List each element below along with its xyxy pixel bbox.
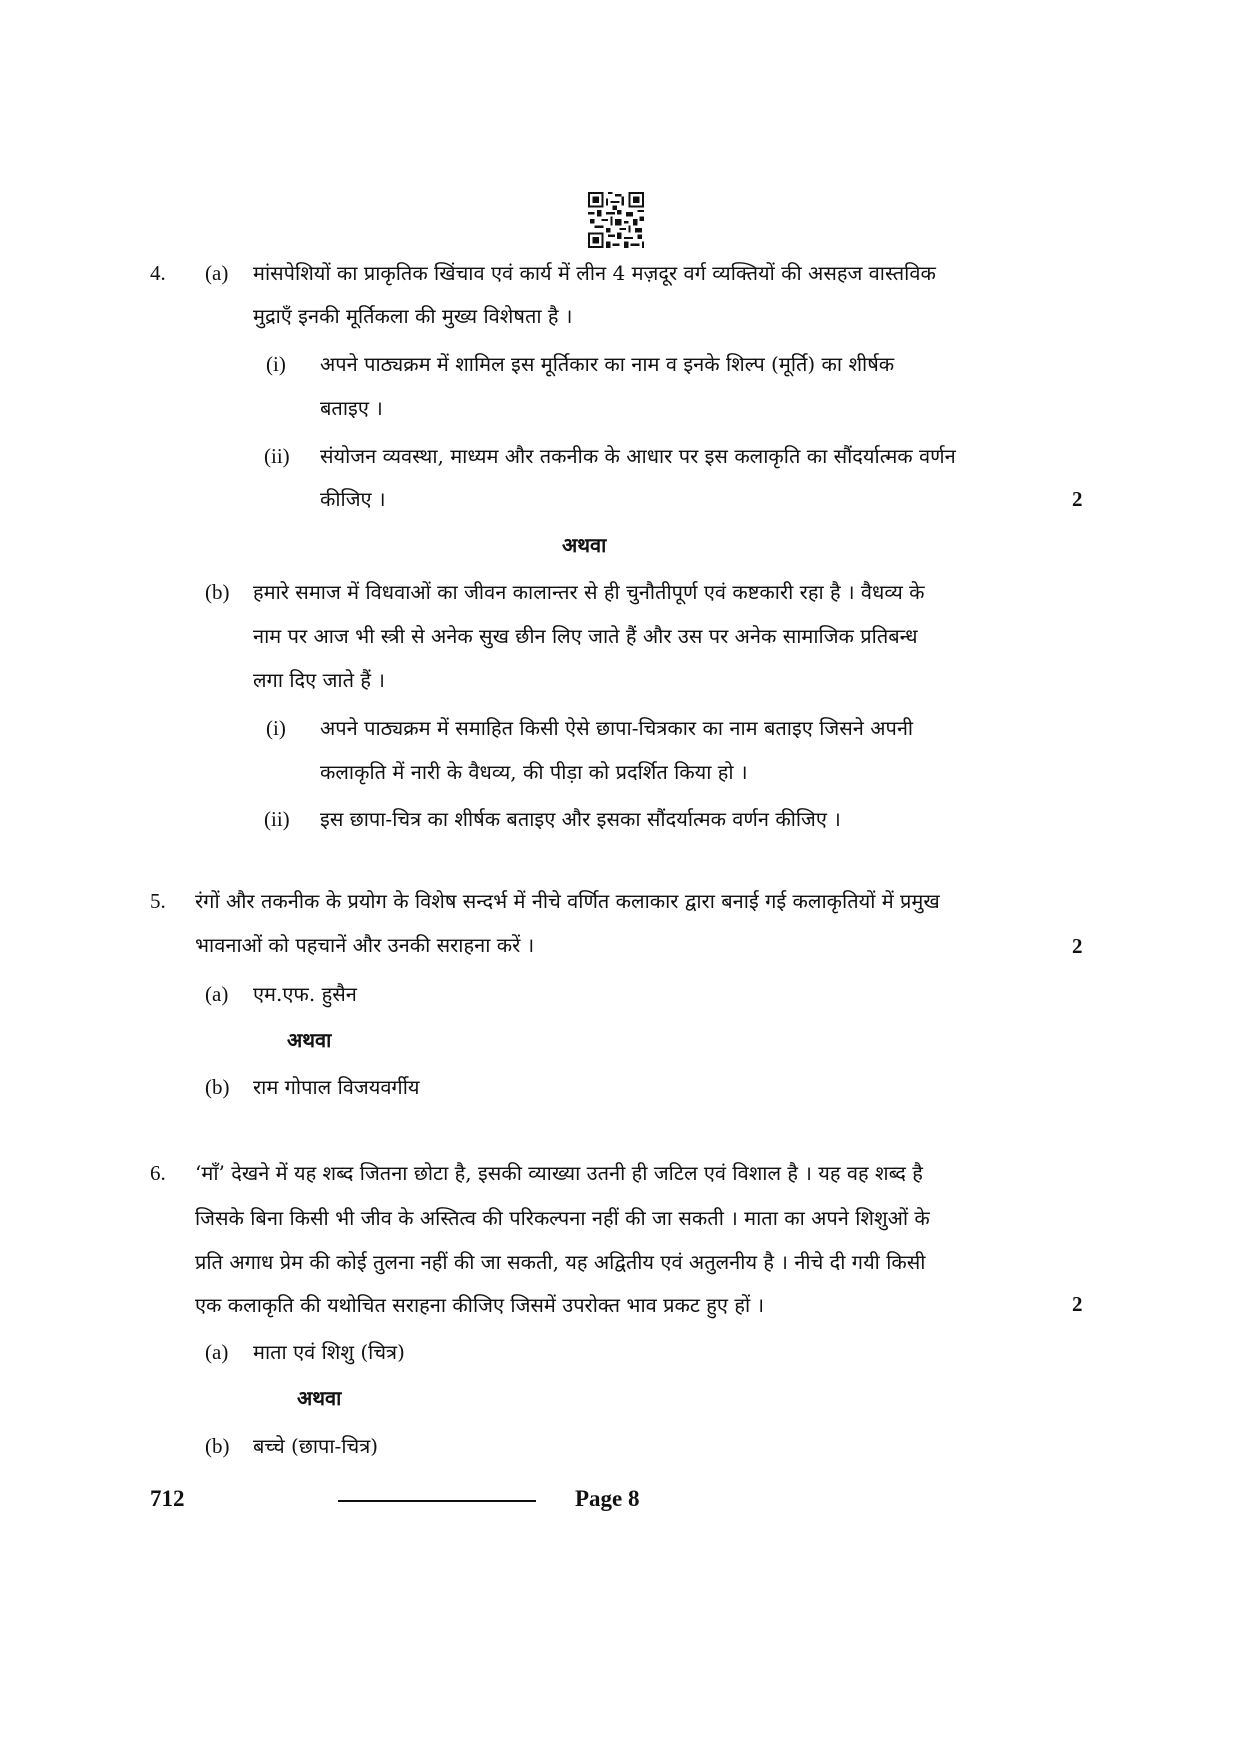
question-text-line: ‘माँ’ देखने में यह शब्द जितना छोटा है, इसकी व्याख्या उतनी ही जटिल एवं विशाल है । यह वह शब्द है	[195, 1161, 923, 1185]
marks-label: 2	[1072, 1292, 1083, 1316]
subpart-label-ii: (ii)	[264, 444, 290, 468]
or-separator: अथवा	[297, 1386, 342, 1410]
subpart-text-line: कलाकृति में नारी के वैधव्य, की पीड़ा को प्रदर्शित किया हो ।	[320, 760, 748, 784]
question-text-line: एक कलाकृति की यथोचित सराहना कीजिए जिसमें उपरोक्त भाव प्रकट हुए हों ।	[195, 1293, 765, 1317]
subpart-text-line: अपने पाठ्यक्रम में शामिल इस मूर्तिकार का नाम व इनके शिल्प (मूर्ति) का शीर्षक	[320, 352, 895, 376]
subpart-label-i: (i)	[266, 352, 286, 376]
paper-code: 712	[150, 1486, 185, 1511]
subpart-label-i: (i)	[266, 716, 286, 740]
question-text-line: मुद्राएँ इनकी मूर्तिकला की मुख्य विशेषता है ।	[253, 304, 573, 328]
question-number: 4.	[150, 261, 166, 285]
question-text-line: प्रति अगाध प्रेम की कोई तुलना नहीं की जा सकती, यह अद्वितीय एवं अतुलनीय है । नीचे दी गयी किसी	[195, 1250, 926, 1274]
option-label-b: (b)	[205, 1075, 230, 1099]
subpart-text-line: अपने पाठ्यक्रम में समाहित किसी ऐसे छापा-चित्रकार का नाम बताइए जिसने अपनी	[320, 716, 914, 740]
question-text-line: मांसपेशियों का प्राकृतिक खिंचाव एवं कार्य में लीन 4 मज़दूर वर्ग व्यक्तियों की असहज वास्तविक	[253, 261, 936, 285]
option-label-b: (b)	[205, 580, 230, 604]
question-number: 5.	[150, 889, 166, 913]
subpart-text-line: संयोजन व्यवस्था, माध्यम और तकनीक के आधार पर इस कलाकृति का सौंदर्यात्मक वर्णन	[320, 444, 956, 468]
marks-label: 2	[1072, 934, 1083, 958]
question-text-line: नाम पर आज भी स्त्री से अनेक सुख छीन लिए जाते हैं और उस पर अनेक सामाजिक प्रतिबन्ध	[253, 624, 918, 648]
subpart-text-line: कीजिए ।	[320, 487, 386, 511]
option-label-b: (b)	[205, 1434, 230, 1458]
question-text-line: हमारे समाज में विधवाओं का जीवन कालान्तर से ही चुनौतीपूर्ण एवं कष्टकारी रहा है । वैधव्य के	[253, 580, 925, 604]
subpart-label-ii: (ii)	[264, 807, 290, 831]
option-label-a: (a)	[205, 982, 229, 1006]
footer-divider	[338, 1500, 536, 1502]
subpart-text-line: इस छापा-चित्र का शीर्षक बताइए और इसका सौंदर्यात्मक वर्णन कीजिए ।	[320, 807, 841, 831]
qr-code	[588, 192, 644, 248]
question-text-line: रंगों और तकनीक के प्रयोग के विशेष सन्दर्भ में नीचे वर्णित कलाकार द्वारा बनाई गई कलाकृतियों में प्रमुख	[195, 889, 940, 913]
marks-label: 2	[1072, 487, 1083, 511]
question-text-line: लगा दिए जाते हैं ।	[253, 668, 385, 692]
option-text: माता एवं शिशु (चित्र)	[253, 1340, 405, 1364]
subpart-text-line: बताइए ।	[320, 396, 383, 420]
or-separator: अथवा	[562, 533, 607, 557]
option-text: बच्चे (छापा-चित्र)	[253, 1434, 379, 1458]
option-label-a: (a)	[205, 1340, 229, 1364]
option-label-a: (a)	[205, 261, 229, 285]
option-text: एम.एफ. हुसैन	[253, 982, 357, 1006]
or-separator: अथवा	[287, 1028, 332, 1052]
page-number: Page 8	[575, 1486, 640, 1511]
question-text-line: जिसके बिना किसी भी जीव के अस्तित्व की परिकल्पना नहीं की जा सकती । माता का अपने शिशुओं के	[195, 1206, 930, 1230]
question-number: 6.	[150, 1161, 166, 1185]
question-text-line: भावनाओं को पहचानें और उनकी सराहना करें ।	[195, 933, 535, 957]
option-text: राम गोपाल विजयवर्गीय	[253, 1075, 420, 1099]
